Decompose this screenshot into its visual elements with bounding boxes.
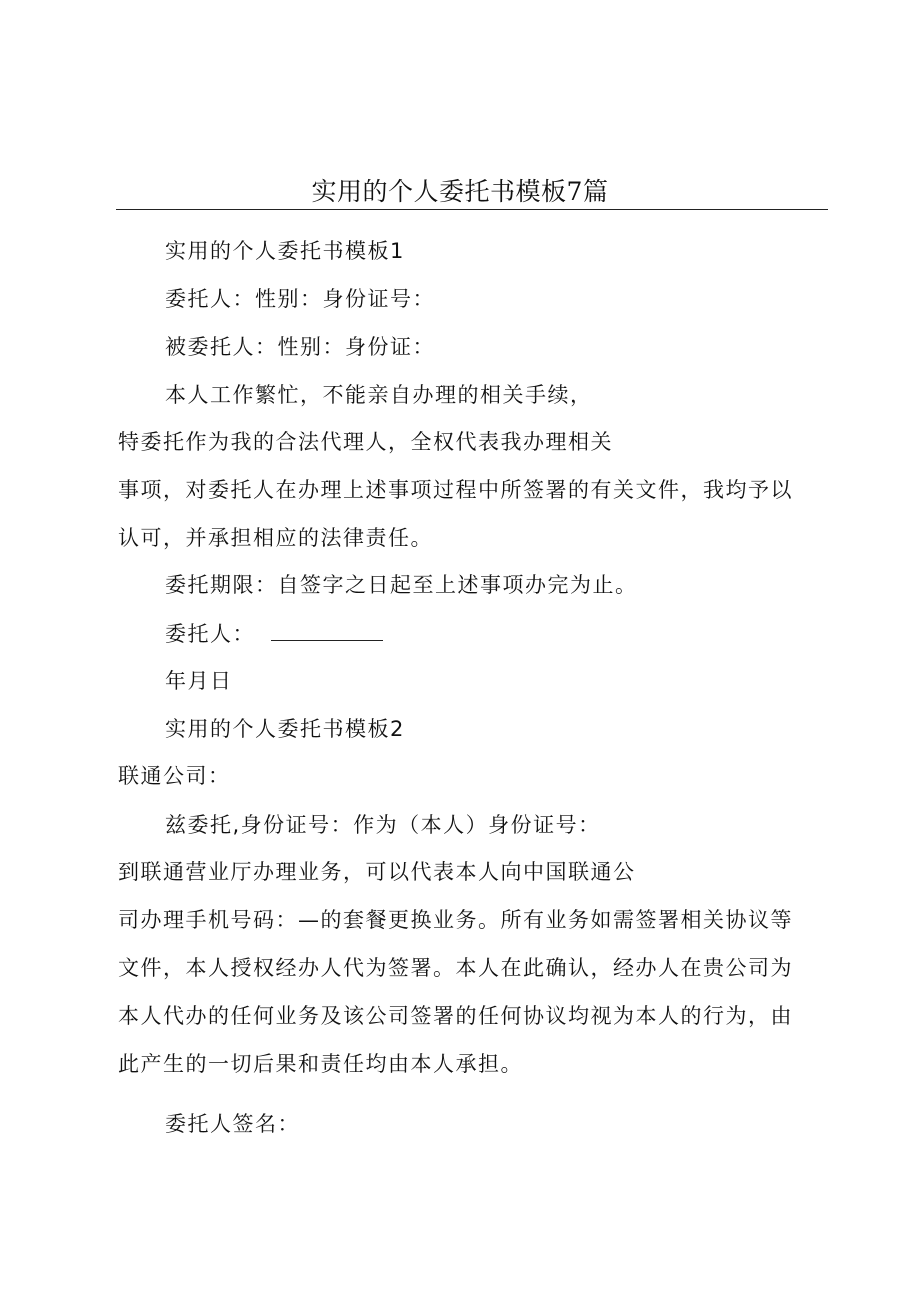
body-text-line: 本人代办的任何业务及该公司签署的任何协议均视为本人的行为，由 — [118, 1004, 793, 1028]
signature-blank — [271, 618, 383, 641]
section-heading-2: 实用的个人委托书模板2 — [165, 717, 405, 741]
document-title: 实用的个人委托书模板7篇 — [311, 177, 609, 206]
signature-name-line: 委托人签名： — [165, 1112, 300, 1136]
term-line: 委托期限：自签字之日起至上述事项办完为止。 — [165, 573, 638, 597]
principal-info-line: 委托人：性别：身份证号： — [165, 287, 435, 311]
body-text-line: 文件，本人授权经办人代为签署。本人在此确认，经办人在贵公司为 — [118, 956, 793, 980]
body-text-line: 认可，并承担相应的法律责任。 — [118, 526, 433, 550]
agent-info-line: 被委托人：性别：身份证： — [165, 335, 435, 359]
body-text-line: 兹委托,身份证号：作为（本人）身份证号： — [165, 813, 601, 837]
body-text-line: 本人工作繁忙，不能亲自办理的相关手续， — [165, 383, 593, 407]
date-line: 年月日 — [165, 669, 233, 693]
signature-label: 委托人： — [165, 622, 255, 646]
section-heading-1: 实用的个人委托书模板1 — [165, 239, 405, 263]
body-text-line: 此产生的一切后果和责任均由本人承担。 — [118, 1052, 523, 1076]
addressee-line: 联通公司： — [118, 764, 231, 788]
body-text-line: 到联通营业厅办理业务，可以代表本人向中国联通公 — [118, 860, 636, 884]
signature-line — [165, 618, 383, 649]
body-text-line: 司办理手机号码：—的套餐更换业务。所有业务如需签署相关协议等 — [118, 908, 793, 932]
body-text-line: 事项，对委托人在办理上述事项过程中所签署的有关文件，我均予以 — [118, 478, 793, 502]
title-underline — [116, 209, 828, 210]
body-text-line: 特委托作为我的合法代理人，全权代表我办理相关 — [118, 430, 613, 454]
